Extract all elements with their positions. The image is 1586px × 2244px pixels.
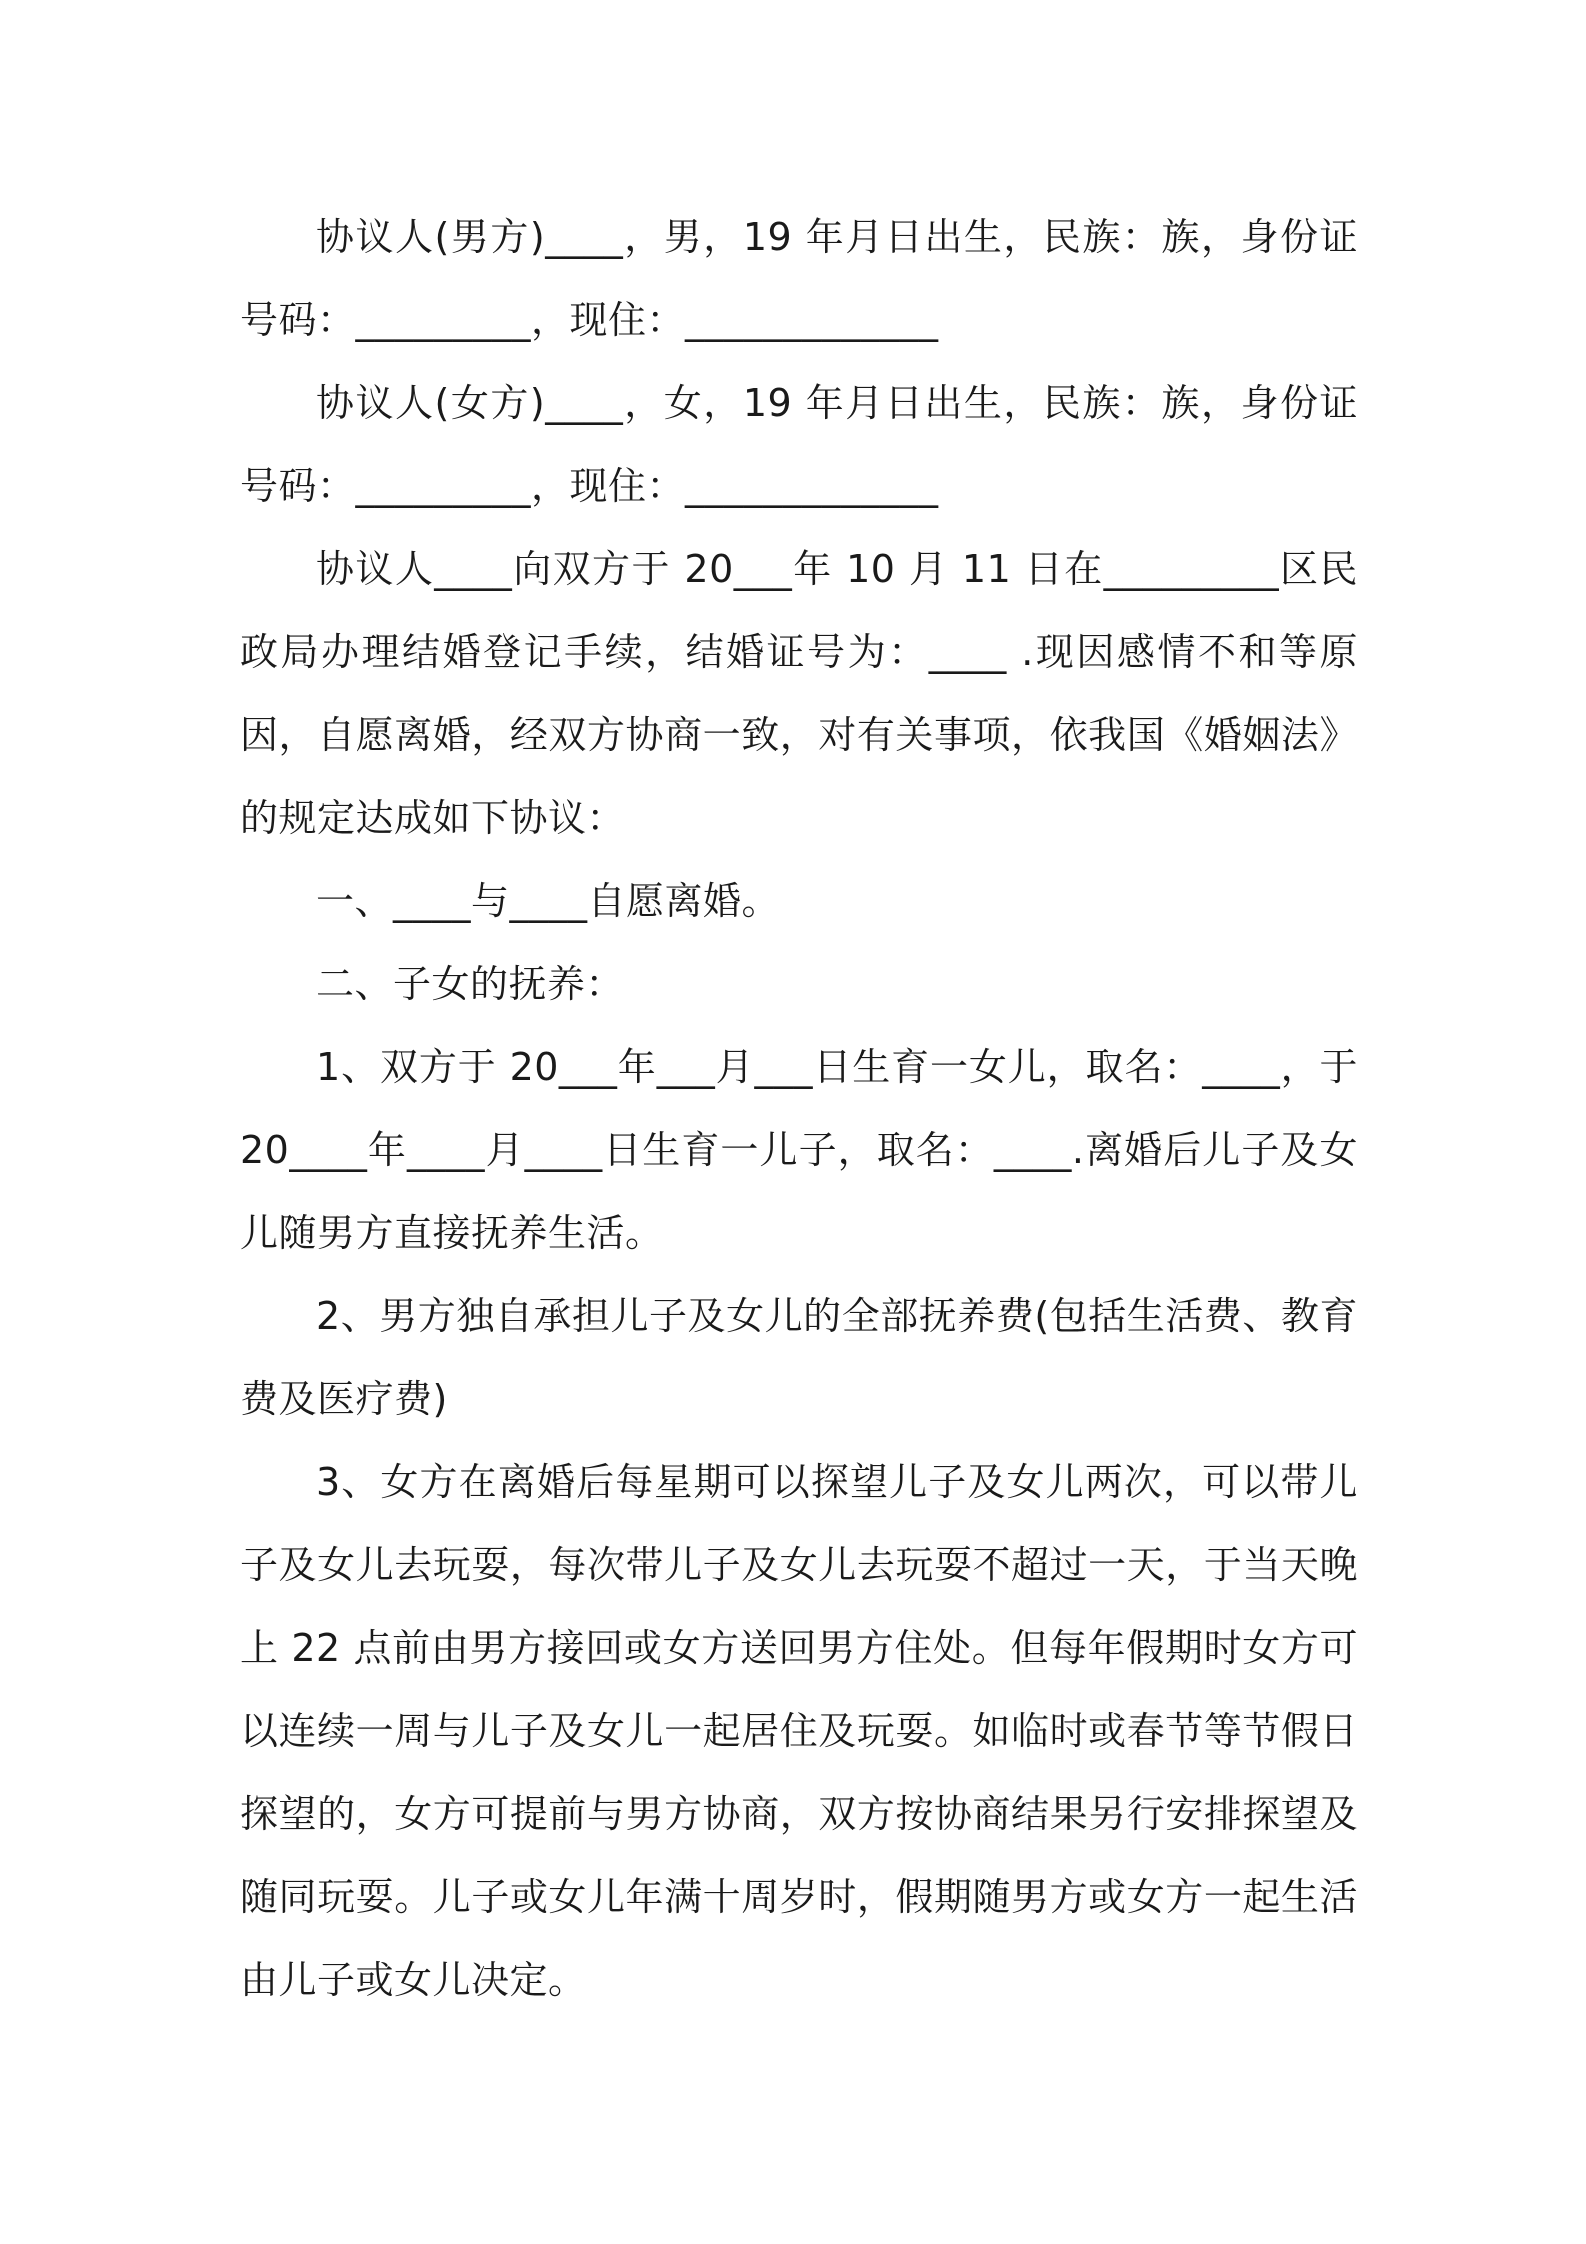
document-body <box>240 196 1358 2022</box>
clause-2-3-visitation: 3、女方在离婚后每星期可以探望儿子及女儿两次，可以带儿子及女儿去玩耍，每次带儿子及女儿去玩耍不超过一天，于当天晚上 22 点前由男方接回或女方送回男方住处。但每年假期时女方可以连续一周与儿子及女儿一起居住及玩耍。如临时或春节等节假日探望的，女方可提前与男方协商，双方按协商结果另行安排探望及随同玩耍。儿子或女儿年满十周岁时，假期随男方或女方一起生活由儿子或女儿决定。 <box>240 1460 1358 2002</box>
paragraph-marriage-registration: 协议人____向双方于 20___年 10 月 11 日在_________区民政局办理结婚登记手续，结婚证号为：____ .现因感情不和等原因，自愿离婚，经双方协商一致，对有关事项，依我国《婚姻法》的规定达成如下协议： <box>240 547 1358 840</box>
clause-2-1-custody: 1、双方于 20___年___月___日生育一女儿，取名：____，于 20____年____月____日生育一儿子，取名：____.离婚后儿子及女儿随男方直接抚养生活。 <box>240 1045 1358 1255</box>
paragraph-wife-info: 协议人(女方)____，女，19 年月日出生，民族：族，身份证号码：_________，现住：_____________ <box>240 381 1358 508</box>
paragraph-husband-info: 协议人(男方)____，男，19 年月日出生，民族：族，身份证号码：_________，现住：_____________ <box>240 215 1358 342</box>
clause-1-divorce: 一、____与____自愿离婚。 <box>316 879 781 923</box>
clause-2-heading: 二、子女的抚养： <box>316 962 625 1006</box>
clause-2-2-support: 2、男方独自承担儿子及女儿的全部抚养费(包括生活费、教育费及医疗费) <box>240 1294 1358 1421</box>
